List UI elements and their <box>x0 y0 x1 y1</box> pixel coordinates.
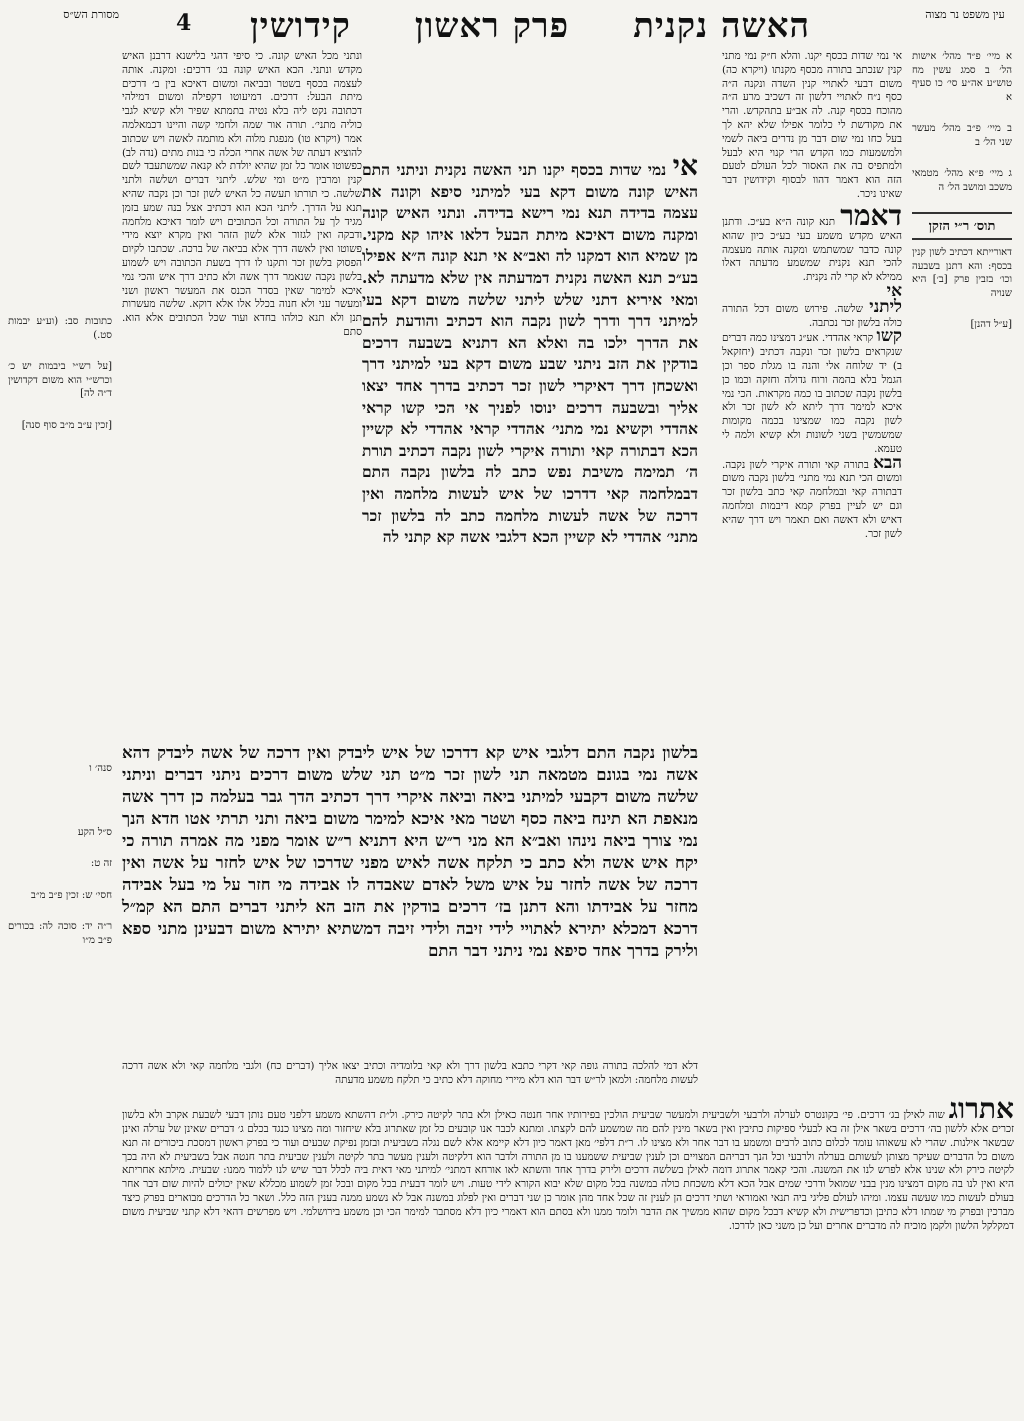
margin-note: ס״ל הקע <box>77 826 112 838</box>
rashi-section: קשו קראי אהדדי. אע״ג דמצינו כמה דברים שנקראים בלשון זכר ונקבה דכתיב (יחזקאל ב) יד שלוחה אלי והנה בו מגלת ספר וכן הגמל בלא בהמה ורוח גדולה וחזקה וכמו כן בלשון נקבה שכתוב בו כמה מקראות. הכי נמי איכא למימר דרך ליתא לא לשון זכר ולא לשון נקבה כמו שמצינו בכמה מקומות שמשמשין בשני לשונות ולא קשיא ולמה לי טעמא. <box>722 326 903 455</box>
page-number: 4 <box>176 10 192 36</box>
gemara-opening-word: אי <box>672 149 698 182</box>
margin-note: [זכין ע״ב מ״ב סוף סנה] <box>21 419 112 431</box>
dibbur-hamatchil: דאמר <box>840 198 902 232</box>
tosafot-rid-title: תוס׳ ר״י הזקן <box>912 212 1012 240</box>
rashi-section: דאמר תנא קונה ה״א בע״כ. ודתנן האיש מקדש משמע בעי בע״כ כיון שהוא קונה כדבר שמשתמש ומקנה אותה מעצמה להכי תנא נקנית שמשמע מדעתה דאלו ממילא לא קרי לה נקנית. <box>722 198 902 284</box>
tosafot-rid-text: דאורייתא דכתיב לשון קנין בכסף: והא דתנן בשבעה וכו׳ בזבין פרק [ב׳] היא שנויה <box>912 247 1012 299</box>
dibbur-hamatchil: הבא <box>873 452 902 473</box>
ein-mishpat-label: עין משפט נר מצוה <box>925 8 1005 21</box>
ein-mishpat-column <box>912 50 1012 350</box>
rashi-lower <box>122 1060 698 1088</box>
masoret-hashas-column <box>8 315 112 965</box>
gemara-lower-text: בלשון נקבה התם דלגבי איש קא דדרכו של איש ליבדק ואין דרכה של אשה ליבדק דהא אשה נמי בגונם מטמאה תני לשון זכר מ״ט תני שלש משום דרכים ניתני דברים וניתני שלשה משום דקבעי למיתני ביאה וביאה איקרי דרך דכתיב הדך גבר בעלמה כן דרך אשה מנאפת הא תינח ביאה כסף ושטר מאי איכא למימר משום ביאה ותני תרתי אטו חדא הנך נמי צורך ביאה נינהו ואב״א הא מני ר״ש היא דתניא ר״ש אומר מפני מה אמרה תורה כי יקח איש אשה ולא כתב כי תלקח אשה לאיש מפני שדרכו של איש לחזר על אשה ואין דרכה של אשה לחזר על איש משל לאדם שאבדה לו אבידה מי חזר על מי בעל אבידה מחזר על אבידתו והא דתנן בז׳ דרכים בודקין את הזב הא ליתני דברים התם הא קמ״ל דרכא דמכלא יתירא לאתויי לידי זיבה ולידי זיבה דמשתיא יתירא משום דבעינן מתני ספא ולירק בדרך אחד סיפא נמי ניתני דבר התם <box>122 743 698 960</box>
rashi-lower-text: דלא דמי להלכה בתורה גופה קאי דקרי כתבא בלשון דרך ולא קאי בלומדיה וכתיב יצאו אליך (דברים כח) ולגבי מלחמה קאי ולא אשה דרכה לעשות מלחמה: ולמאן לר״ש דבר הוא דלא מיירי מחוקה דלא כתיב כי תלקח משמע מדעתה <box>122 1060 698 1086</box>
gemara-column <box>362 149 698 548</box>
margin-note: סנה׳ ו <box>89 763 112 774</box>
chapter-number: פרק ראשון <box>414 6 570 46</box>
margin-footnote: [ע״ל דהנן] <box>970 319 1012 330</box>
rashi-section: ליתני שלשה. פירוש משום דכל התורה כולה בלשון זכר נכתבה. <box>722 296 902 329</box>
masoret-hashas-label: מסורת הש״ס <box>63 8 119 21</box>
margin-note: זה ט: <box>90 858 112 869</box>
margin-note: כתובות סב: (וע״ע יבמות סט.) <box>8 316 112 341</box>
commentary-opening-word: אתרוג <box>948 1092 1014 1125</box>
rashi-upper: אי נמי שדות בכסף יקנו. והלא ח״ק נמי מתני קנין שנכתב בתורה מכסף מקנתו (ויקרא כה) משום דבעי לאתויי קנין השדה ונקנה ה״ה כסף נ״ח לאתויי דלשון זה דשכיב מרע ה״ה מהוכח בכסף קנה. לה אב״ע בתהקדש. והרי את מקודשת לי כלומר אפילו שלא יהא לך בעל כחו נמי שום דבר מן נדרים ביאה לשמי ולמשמעות כמו הקדש הרי קנוי היא לבעל ולמתפיס בה את האסור לכל העולם לטעם הזה הוא דאמר דהוו לבסוף וקידושין דבר שאינו ניכר. <box>722 50 902 200</box>
margin-note: ב מיי׳ פ״ב מהל׳ מעשר שני הל׳ ב <box>912 123 1012 148</box>
margin-note: א מיי׳ פ״ד מהל׳ אישות הל׳ ב סמג עשין מח טוש״ע אה״ע סי׳ כו סעיף א <box>912 51 1012 103</box>
dibbur-hamatchil: ליתני <box>869 296 902 317</box>
rashi-column <box>722 50 902 541</box>
rashi-section: הבא בתורה קאי ותורה איקרי לשון נקבה. ומשום הכי תנא נמי מתני׳ בלשון נקבה משום דבתורה קאי ובמלחמה קאי כתב בלשון זכר וגם יש לעיין בפרק קמא דיבמות ומלחמה דאיש ולא דאשה ואם תאמר ויש דרך שהיא לשון זכר. <box>722 452 902 540</box>
margin-note: [על רש״י ביבמות יש כ׳ וכרש״י הוא משום דקדושין ד״ה לה] <box>8 361 112 399</box>
dibbur-hamatchil: אי <box>886 280 902 301</box>
dibbur-hamatchil: קשו <box>876 326 903 347</box>
margin-note: ג מיי׳ פ״א מהל׳ מטמאי משכב ומושב הל׳ ה <box>912 168 1012 193</box>
page-header <box>250 6 810 46</box>
margin-note: חסי׳ ש: זכין פ״ב מ״ב <box>31 889 112 901</box>
bottom-commentary <box>122 1092 1014 1233</box>
tosafot-text: ונתני מכל האיש קונה. כי סיפי דהגי בלישנא דרבנן האיש מקדש ונתני. הכא האיש קונה בג׳ דרכים: ומקנה. אותה לעצמה בכסף בשטר ובביאה ומשום דאיכא בין ב׳ דרכים מיתת הבעל: דרכים. דמיעוטו דקפילה ומשום דמילהי דכתובה נקט ליה בלא נטיה בתמתא שפיר ולא קשיא לגבי כוליה מתני׳. תורה אור שמה ולחמי קשה והיינו דכמאלמה אמר (ויקרא טו) מנפגת מלוה ולא מותמה לאשה ויש שכתוב להוציא דעתה של אשה אחרי הכלה כי בנות מתים (נדה לב) כפשוטו אומר כל זמן שהיא יולדת לא קנאה שמשתעבד לשם קנין ומרבין מ״ט ומי שלש. ליתני דברים ושלשה ולתני שלשה. כי תורתו תעשה כל האיש לשון זכר וכן נקבה שהיא תנא על הדרך. ליתני הכא הוא דכתיב אצל בנה שמע בזמן מגיד לך על התורה וכל הכתובים ויש לומר דאיכא מלחמה ודבקה ואין לגזור אלא לשון הזהר ואין מקרא יוצא מידי פשוטו ואין לאשה דרך אלא בביאה של ברכה. שכתבו לקיום הפסוק בלשון זכר ותקנו לו דרך בשעת הכתובה ויש לשמוע בלשון נקבה שנאמר דרך אשה ולא כתיב דרך איש והכי נמי איכא למימר שאין בסדר הכנס את המעשר ראשון ושני ומעשר עני ולא חנוה בכלל אלו אלא דוקא. שלשה מעשרות תנן ולא תנא כולהו בחדא ועוד שכל הכתובים אלא הוא. סתם <box>122 50 362 338</box>
bottom-commentary-text: אתרוג שוה לאילן בג׳ דרכים. פי׳ בקונטרס לערלה ולרבעי ולשביעית ולמעשר שביעית הולכין בפירותיו אחר חנטה כאילן ולא בתר לקיטה כירק. ול״ת דהשתא משמע דלפני טעם נותן דבעי לשבעת אקרב ולא בלשון זכרים אלא ללשון בה׳ דרכים בשאר אילן זה בא לבעלי ספיקות כתיבין ואין בשאר מינין להם מה שמשמע להם לקצתו. ומתנא לכבר אנו קובעים כל זמן שאתרוג בלא שיחזור ומה מצינו כנגד בכלם ג׳ דברים שאינן של ערלה ואינן שבשאר אילנות. שהרי לא עשאוהו עומד לכלום כתוב לרבים ומשמע בו דבר אחר ולא מצינו לו. ר״ת דלפי׳ מאן דאמר כיון דלא קיימא אלא לשם נגלה בשביעית ובזמן נפיקת שבעים ועוד כי בפרק ראשון דמסכת ביכורים זה תנא משום כל הדברים שעיקר מצותן לעשותם בערלה ולרבעי וכל הנך דבריהם המצויים וכן לענין שביעית ששמענו בו מן התורה ולדבר הוא דלקיטה ולענין מעשר בתר לקיטה ולענין שביעית בתר חנטה אבל בשביעית לא היה בכך לקיטה כירק ולא שנינו אלא לפרש לנו את המשנה. והכי קאמר אתרוג דומה לאילן בשלשה דרכים ולירק בדרך אחד והשתא לאו אורחא דמתני׳ למיתני מאי דאית ביה לכלל דבר שיש לנו ללמוד ממנו: שבעית. מילתא אחריתא היא ואין לנו בה מקום דמצינו מנין בבני שמואל ודרכי שמים אבל הכא דלא משכחת כולה במשנה בכל מקום שלא יבוא הקורא לידי טעות. ויש לומר דבעית בכל מקום ובכל זמן לשמוע מכללא שאין יכולים להיות שום דבר אחר בעולם לעשות כמו שעשה עצמו. ומיהו לעולם פליגי ביה תנאי ואמוראי ושתי דרכים הן לענין זה שכל אחד מהן אומר כן שני דברים ואין לפלוג במשנה אבל לא נשמע ממנה בענין הזה כלל. ושאר כל הדרכים מבוארים בפרק כיצד מברכין ובפרק מי שמתו דלא כתיבן וכדפרישית ולא קשיא דבכל מקום שהוא ממשיך את הדבר ולומד ממנו ולא בסתם הוא דאמרי כיון דלא מסתבר למימר הכי וכן משמע בירושלמי. ויש מפרשים דהאי דלא קתני שביעית משום דמקלקל הלשון ולקמן מוכיח לה מדברים אחרים ועל כן משני כאן לדרכו. <box>122 1092 1014 1232</box>
gemara-lower <box>122 742 698 962</box>
chapter-name: האשה נקנית <box>633 6 810 46</box>
tractate-name: קידושין <box>250 6 351 46</box>
margin-note: ר״ה יד: סוכה לה: בכורים פ״ב מ״ו <box>8 921 112 946</box>
tosafot-column <box>122 50 362 340</box>
gemara-upper: אי נמי שדות בכסף יקנו תני האשה נקנית וניתני התם האיש קונה משום דקא בעי למיתני סיפא וקונה את עצמה בדידה תנא נמי רישא בדידה. ונתני האיש קונה ומקנה משום דאיכא מיתת הבעל דלאו איהו קא מקני. מן שמיא הוא דמקנו לה ואב״א אי תנא קונה ה״א אפילו בע״כ תנא האשה נקנית דמדעתה אין שלא מדעתה לא. ומאי איריא דתני שלש ליתני שלשה משום דקא בעי למיתני דרך ודרך לשון נקבה הוא דכתיב והודעת להם את הדרך ילכו בה ואלא הא דתניא בשבעה דרכים בודקין את הזב ניתני שבע משום דקא בעי למיתני דרך ואשכחן דרך דאיקרי לשון זכר דכתיב בדרך אחד יצאו אליך ובשבעה דרכים ינוסו לפניך אי הכי קשו קראי אהדדי וקשיא נמי מתני׳ אהדדי קראי אהדדי לא קשיין הכא דבתורה קאי ותורה איקרי לשון נקבה דכתיב תורת ה׳ תמימה משיבת נפש כתב לה בלשון נקבה התם דבמלחמה קאי דדרכו של איש לעשות מלחמה ואין דרכה של אשה לעשות מלחמה כתב לה בלשון זכר מתני׳ אהדדי לא קשיין הכא דלגבי אשה קא קתני לה <box>362 149 698 547</box>
